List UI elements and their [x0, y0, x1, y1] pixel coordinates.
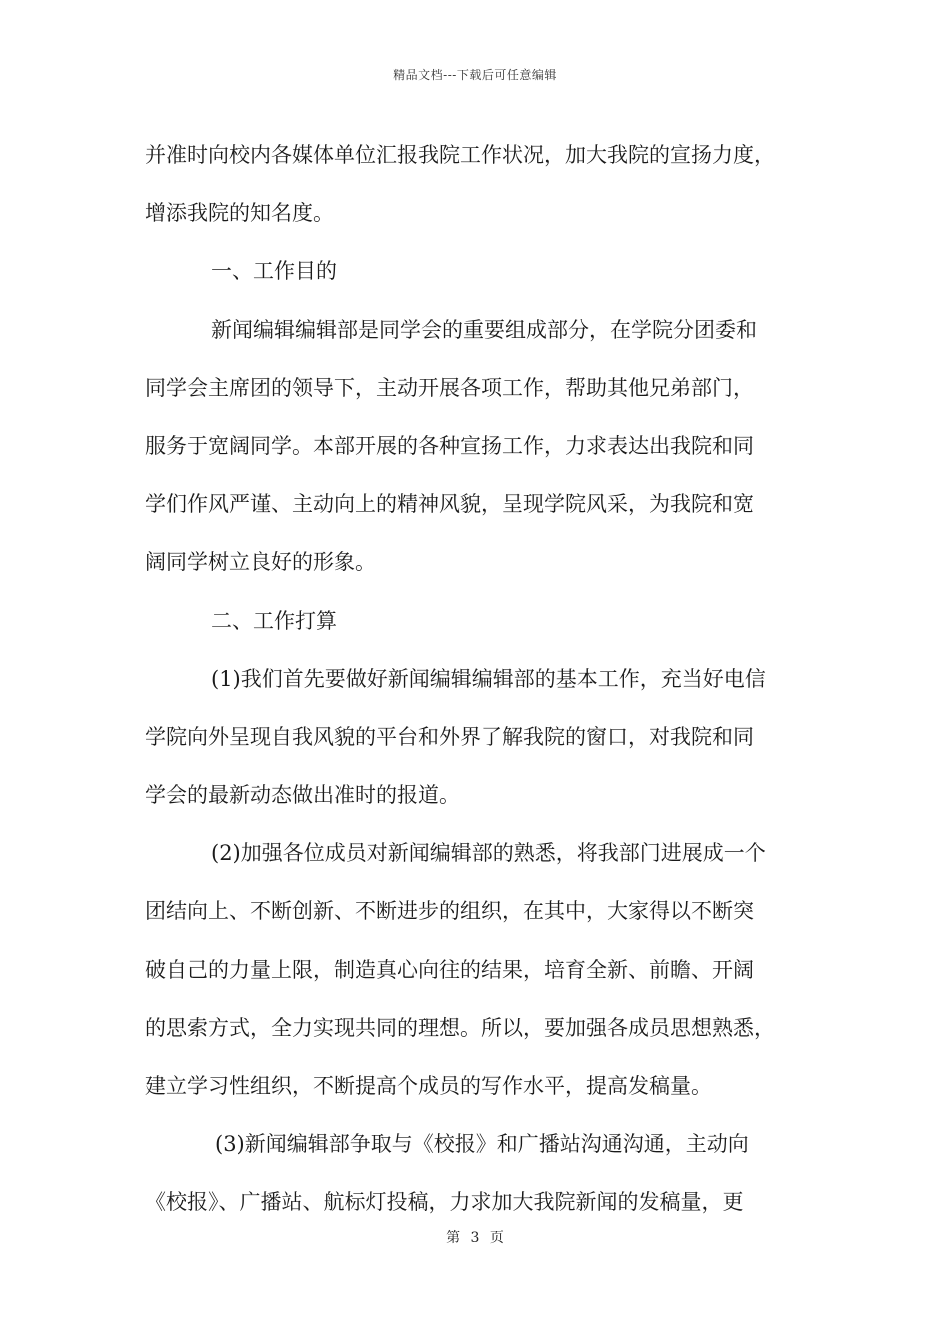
- text-line: 增添我院的知名度。: [145, 201, 334, 226]
- text-line: 学院向外呈现自我风貌的平台和外界了解我院的窗口，对我院和同: [145, 724, 754, 749]
- text-line: (3)新闻编辑部争取与《校报》和广播站沟通沟通，主动向: [215, 1132, 749, 1157]
- text-line: (1)我们首先要做好新闻编辑编辑部的基本工作，充当好电信: [211, 666, 766, 691]
- text-line: (2)加强各位成员对新闻编辑部的熟悉，将我部门进展成一个: [211, 841, 766, 866]
- text-line: 破自己的力量上限，制造真心向往的结果，培育全新、前瞻、开阔: [145, 957, 754, 982]
- text-line: 《校报》、广播站、航标灯投稿，力求加大我院新闻的发稿量，更: [145, 1190, 744, 1215]
- page-number: 3: [470, 1230, 480, 1246]
- text-line: 的思索方式，全力实现共同的理想。所以，要加强各成员思想熟悉，: [145, 1015, 775, 1040]
- text-line: 同学会主席团的领导下，主动开展各项工作，帮助其他兄弟部门，: [145, 375, 754, 400]
- text-line: 并准时向校内各媒体单位汇报我院工作状况，加大我院的宣扬力度，: [145, 143, 775, 167]
- page-number-prefix: 第: [446, 1230, 461, 1246]
- text-line: 新闻编辑编辑部是同学会的重要组成部分，在学院分团委和: [211, 317, 757, 342]
- text-line: 服务于宽阔同学。本部开展的各种宣扬工作，力求表达出我院和同: [145, 433, 754, 458]
- page-header: 精品文档---下载后可任意编辑: [393, 68, 557, 82]
- section-heading: 一、工作目的: [211, 259, 337, 284]
- section-heading: 二、工作打算: [211, 608, 337, 633]
- page-footer: [0, 1227, 950, 1247]
- text-line: 团结向上、不断创新、不断进步的组织，在其中，大家得以不断突: [145, 899, 754, 924]
- text-line: 学们作风严谨、主动向上的精神风貌，呈现学院风采，为我院和宽: [145, 492, 754, 517]
- body-text: [145, 126, 825, 1232]
- text-line: 阔同学树立良好的形象。: [145, 550, 376, 575]
- page-number-suffix: 页: [489, 1230, 504, 1246]
- text-line: 学会的最新动态做出准时的报道。: [145, 783, 460, 808]
- text-line: 建立学习性组织，不断提高个成员的写作水平，提高发稿量。: [145, 1074, 712, 1098]
